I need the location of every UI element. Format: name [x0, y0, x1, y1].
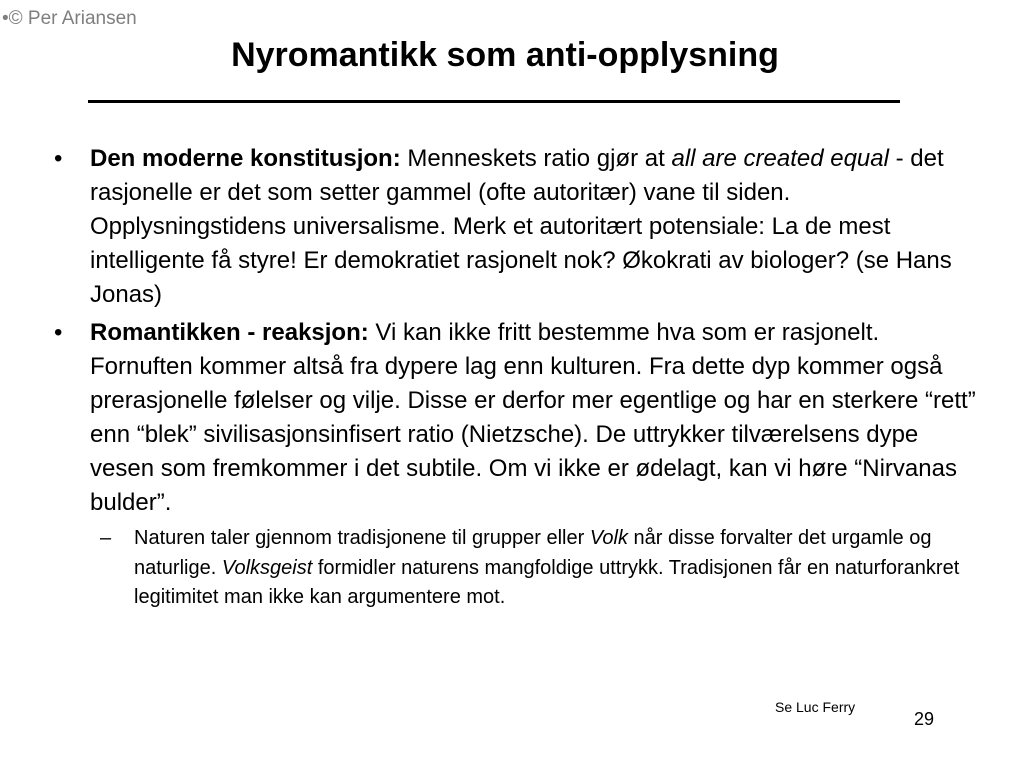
- title-underline: [88, 100, 900, 103]
- bullet-romanticism: [46, 316, 986, 520]
- bullet-constitution: [46, 142, 986, 312]
- footnote: Se Luc Ferry: [775, 699, 856, 715]
- sub-bullet-marker: –: [100, 527, 112, 549]
- bullet-text: - det rasjonelle er det som setter gammel (ofte autoritær) vane til siden. Opplysningstidens universalisme. Merk et autoritært potensiale: La de mest intelligente få styre! Er demokratiet rasjonelt nok? Økokrati av biologer? (se Hans Jonas): [90, 145, 952, 308]
- sub-bullet-text: formidler naturens mangfoldige uttrykk. Tradisjonen får en naturforankret legitimitet man ikke kan argumentere mot.: [134, 556, 960, 608]
- bullet-marker: •: [54, 319, 63, 346]
- bullet-marker: •: [54, 145, 63, 172]
- copyright-notice: •© Per Ariansen: [2, 8, 137, 29]
- page-number: 29: [914, 709, 935, 729]
- bullet-heading: Romantikken - reaksjon:: [90, 319, 369, 346]
- sub-bullet-italic-text: Volksgeist: [221, 556, 313, 579]
- bullet-text: Menneskets ratio gjør at: [400, 145, 672, 172]
- sub-bullet-text: Naturen taler gjennom tradisjonene til grupper eller: [134, 527, 590, 549]
- sub-bullet-italic-text: Volk: [589, 527, 628, 549]
- sub-bullet-volk: [46, 524, 986, 613]
- slide-body: [46, 142, 986, 613]
- bullet-heading: Den moderne konstitusjon:: [90, 145, 401, 172]
- bullet-italic-text: all are created equal: [671, 145, 889, 172]
- sub-bullet-text: når disse forvalter det urgamle og naturlige.: [134, 527, 932, 579]
- slide-title: Nyromantikk som anti-opplysning: [231, 36, 779, 74]
- bullet-text: Vi kan ikke fritt bestemme hva som er rasjonelt. Fornuften kommer altså fra dypere lag enn kulturen. Fra dette dyp kommer også prerasjonelle følelser og vilje. Disse er derfor mer egentlige og har en sterkere “rett” enn “blek” sivilisasjonsinfisert ratio (Nietzsche). De uttrykker tilværelsens dype vesen som fremkommer i det subtile. Om vi ikke er ødelagt, kan vi høre “Nirvanas bulder”.: [90, 319, 976, 516]
